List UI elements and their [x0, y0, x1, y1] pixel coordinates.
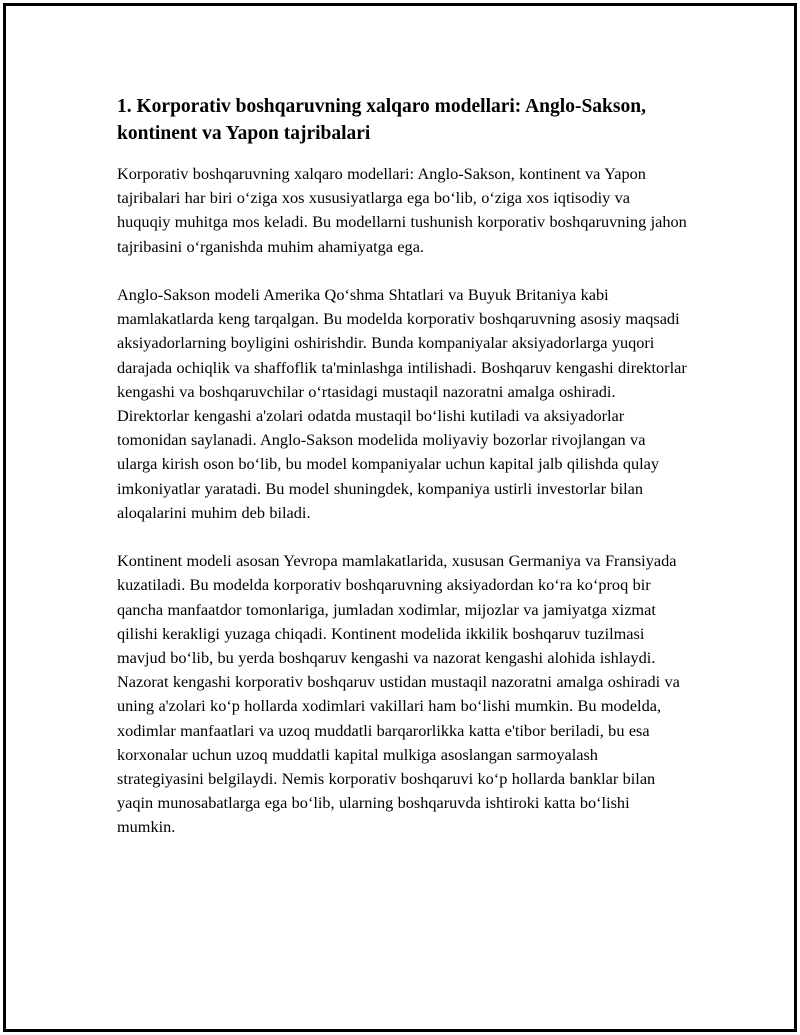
paragraph-intro: Korporativ boshqaruvning xalqaro modellari: Anglo-Sakson, kontinent va Yapon tajribalari har biri o‘ziga xos xususiyatlarga ega bo‘lib, o‘ziga xos iqtisodiy va huquqiy muhitga mos keladi. Bu modellarni tushunish korporativ boshqaruvning jahon tajribasini o‘rganishda muhim ahamiyatga ega. [117, 164, 687, 256]
document-body [117, 93, 687, 864]
paragraph-anglo-saxon-model: Anglo-Sakson modeli Amerika Qo‘shma Shtatlari va Buyuk Britaniya kabi mamlakatlarda keng tarqalgan. Bu modelda korporativ boshqaruvning asosiy maqsadi aksiyadorlarning boyligini oshirishdir. Bunda kompaniyalar aksiyadorlarga yuqori darajada ochiqlik va shaffoflik ta'minlashga intilishadi. Boshqaruv kengashi direktorlar kengashi va boshqaruvchilar o‘rtasidagi mustaqil nazoratni amalga oshiradi. Direktorlar kengashi a'zolari odatda mustaqil bo‘lishi kutiladi va aksiyadorlar tomonidan saylanadi. Anglo-Sakson modelida moliyaviy bozorlar rivojlangan va ularga kirish oson bo‘lib, bu model kompaniyalar uchun kapital jalb qilishda qulay imkoniyatlar yaratadi. Bu model shuningdek, kompaniya ustirli investorlar bilan aloqalarini muhim deb biladi. [117, 285, 687, 522]
section-heading: 1. Korporativ boshqaruvning xalqaro modellari: Anglo-Sakson, kontinent va Yapon tajribalari [117, 96, 646, 144]
paragraph-continental-model: Kontinent modeli asosan Yevropa mamlakatlarida, xususan Germaniya va Fransiyada kuzatiladi. Bu modelda korporativ boshqaruvning aksiyadordan ko‘ra ko‘proq bir qancha manfaatdor tomonlariga, jumladan xodimlar, mijozlar va jamiyatga xizmat qilishi kerakligi yuzaga chiqadi. Kontinent modelida ikkilik boshqaruv tuzilmasi mavjud bo‘lib, bu yerda boshqaruv kengashi va nazorat kengashi alohida ishlaydi. Nazorat kengashi korporativ boshqaruv ustidan mustaqil nazoratni amalga oshiradi va uning a'zolari ko‘p hollarda xodimlari vakillari ham bo‘lishi mumkin. Bu modelda, xodimlar manfaatlari va uzoq muddatli barqarorlikka katta e'tibor beriladi, bu esa korxonalar uchun uzoq muddatli kapital mulkiga asoslangan sarmoyalash strategiyasini belgilaydi. Nemis korporativ boshqaruvi ko‘p hollarda banklar bilan yaqin munosabatlarga ega bo‘lib, ularning boshqaruvda ishtiroki katta bo‘lishi mumkin. [117, 551, 680, 837]
